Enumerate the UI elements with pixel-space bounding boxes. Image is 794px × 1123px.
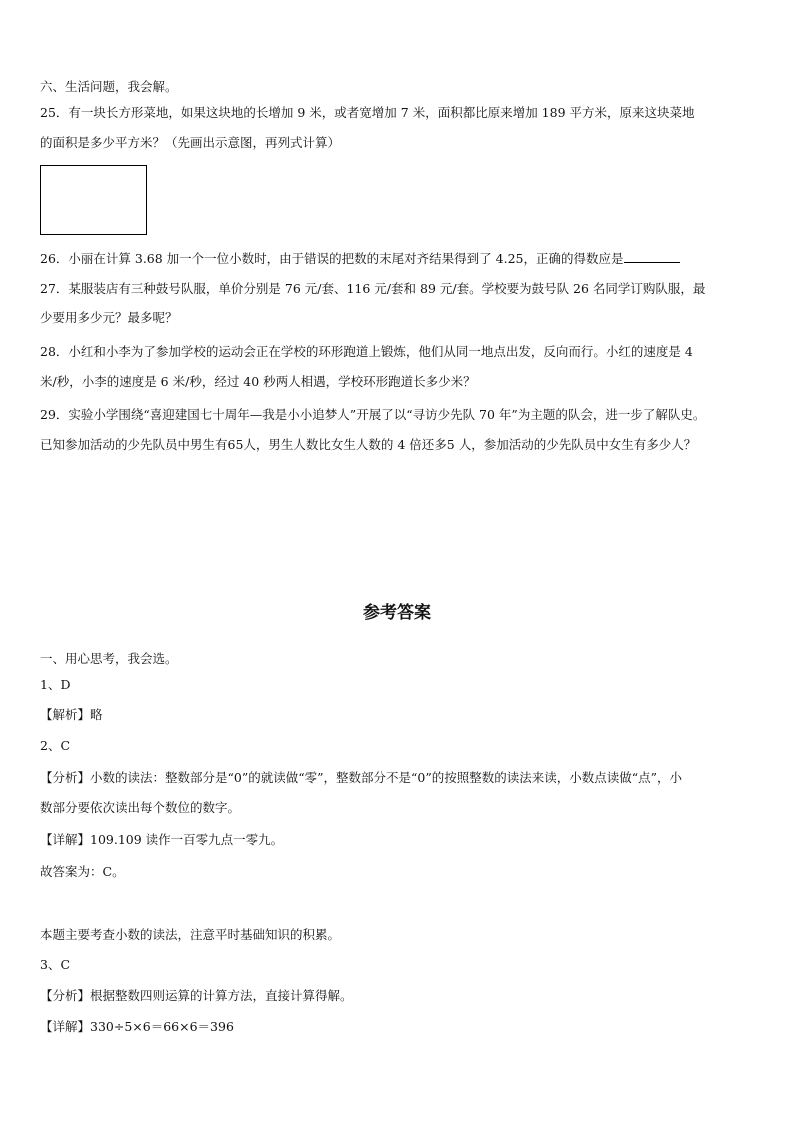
q26-line <box>40 250 756 267</box>
answer-3-label: 3、C <box>40 957 71 972</box>
answer-2-analysis-line2: 数部分要依次读出每个数位的数字。 <box>40 800 241 815</box>
answers-section1-heading: 一、用心思考，我会选。 <box>40 651 178 666</box>
answers-title: 参考答案 <box>363 603 431 623</box>
q29-line1: 29．实验小学围绕“喜迎建国七十周年—我是小小追梦人”开展了以“寻访少先队 70 年”为主题的队会，进一步了解队史。 <box>40 407 706 422</box>
answer-1-analysis: 【解析】略 <box>40 707 103 722</box>
q28-line1: 28．小红和小李为了参加学校的运动会正在学校的环形跑道上锻炼，他们从同一地点出发，反向而行。小红的速度是 4 <box>40 344 693 359</box>
q27-line2: 少要用多少元？最多呢？ <box>40 310 178 325</box>
answer-1-label: 1、D <box>40 677 71 692</box>
q26-text: 26．小丽在计算 3.68 加一个一位小数时，由于错误的把数的末尾对齐结果得到了 4.25，正确的得数应是 <box>40 251 624 266</box>
answer-2-label: 2、C <box>40 738 71 753</box>
answer-3-detail: 【详解】330÷5×6＝66×6＝396 <box>40 1019 234 1034</box>
diagram-rectangle <box>40 165 147 235</box>
q29-line2: 已知参加活动的少先队员中男生有65人，男生人数比女生人数的 4 倍还多5 人，参加活动的少先队员中女生有多少人？ <box>40 437 697 452</box>
answer-2-analysis-line1: 【分析】小数的读法：整数部分是“0”的就读做“零”，整数部分不是“0”的按照整数的读法来读，小数点读做“点”，小 <box>40 770 683 785</box>
answer-2-summary: 本题主要考查小数的读法，注意平时基础知识的积累。 <box>40 927 341 942</box>
answer-2-conclusion: 故答案为：C。 <box>40 864 125 879</box>
answer-2-detail: 【详解】109.109 读作一百零九点一零九。 <box>40 832 284 847</box>
answer-blank <box>624 250 680 263</box>
q28-line2: 米/秒，小李的速度是 6 米/秒，经过 40 秒两人相遇，学校环形跑道长多少米？ <box>40 374 476 389</box>
q25-line1: 25．有一块长方形菜地，如果这块地的长增加 9 米，或者宽增加 7 米，面积都比原来增加 189 平方米，原来这块菜地 <box>40 105 695 120</box>
section6-heading: 六、生活问题，我会解。 <box>40 79 178 94</box>
answer-3-analysis: 【分析】根据整数四则运算的计算方法，直接计算得解。 <box>40 988 353 1003</box>
q27-line1: 27．某服装店有三种鼓号队服，单价分别是 76 元/套、116 元/套和 89 元/套。学校要为鼓号队 26 名同学订购队服，最 <box>40 281 706 296</box>
q25-line2: 的面积是多少平方米？（先画出示意图，再列式计算） <box>40 135 341 150</box>
